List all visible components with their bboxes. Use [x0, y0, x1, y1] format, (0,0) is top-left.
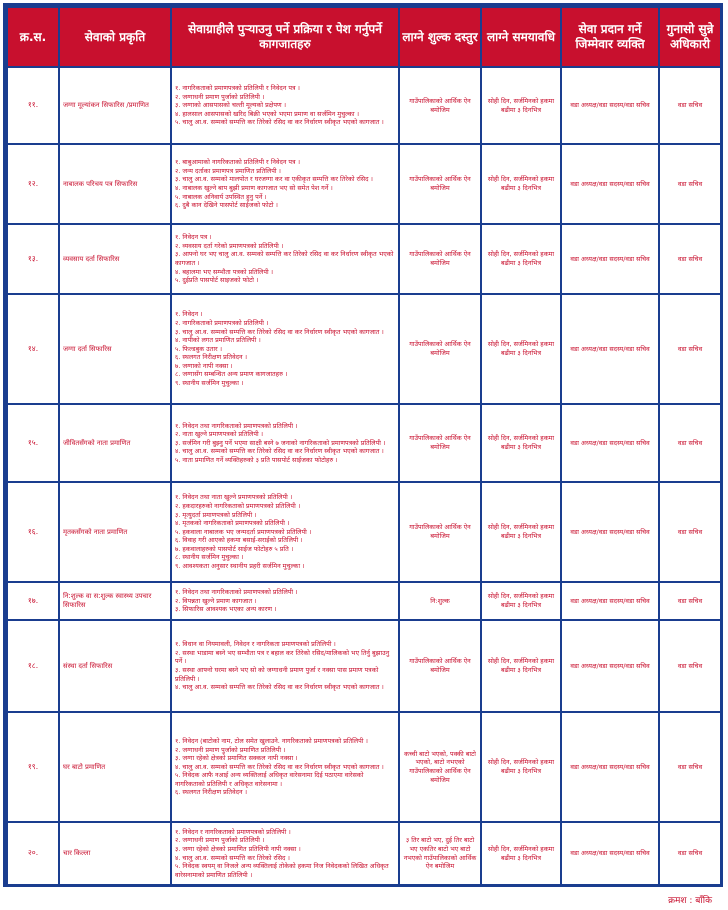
document-item: ४. नापीको लगत प्रमाणित प्रतिलिपी । — [175, 336, 261, 345]
row-responsible: वडा अध्यक्ष/वडा सदस्य/वडा सचिव — [561, 294, 659, 404]
document-item: ३. आफ्नो घर भए चालु आ.व. सम्मको सम्पत्ति कर तिरेको रसिद वा कर निर्धारण स्वीकृत भएको कागजात । — [175, 250, 394, 267]
row-time: सोही दिन, सर्जमिनको हकमा बढीमा ३ दिनभित्र — [481, 294, 561, 404]
row-service-nature: संस्था दर्ता सिफारिस — [59, 620, 171, 712]
row-fee: गाउँपालिकाको आर्थिक ऐन बमोजिम — [399, 224, 481, 294]
document-item: ३. चालु आ.व. सम्मको सम्पत्ति कर तिरेको रसिद वा कर निर्धारण स्वीकृत भएको कागजात । — [175, 327, 384, 336]
document-item: २. नाता खुल्ने प्रमाणपत्रको प्रतिलिपी । — [175, 430, 264, 439]
row-grievance: वडा सचिव — [659, 822, 721, 885]
document-item: ४. मृतकको नागरिकताको प्रमाणपत्रको प्रतिलिपी । — [175, 519, 290, 528]
document-item: ३. जग्गा रहेको क्षेत्रको प्रमाणित प्रतिलिपी नापी नक्सा । — [175, 844, 301, 853]
row-time: सोही दिन, सर्जमिनको हकमा बढीमा ३ दिनभित्र — [481, 582, 561, 620]
document-item: ३. सिफारिस आवश्यक भएका अन्य कारण । — [175, 605, 277, 614]
document-item: २. नागरिकताको प्रमाणपत्रको प्रतिलिपी । — [175, 318, 269, 327]
document-item: ६. दुबै कान देखिने पासपोर्ट साईजको फोटो । — [175, 201, 278, 210]
table-row — [7, 67, 721, 144]
row-fee: गाउँपालिकाको आर्थिक ऐन बमोजिम — [399, 67, 481, 144]
document-item: ४. बहालमा भए सम्भौता पत्रको प्रतिलिपी । — [175, 267, 274, 276]
table-row — [7, 482, 721, 582]
document-item: २. व्यवसाय दर्ता गरेको प्रमाणपत्रको प्रतिलिपी । — [175, 241, 284, 250]
document-item: ८. स्थानीय सर्जमिन मुचुल्का । — [175, 553, 244, 562]
document-item: ५. हकवाला नाबालक भए जन्मदर्ता प्रमाणपत्रको प्रतिलिपी । — [175, 527, 312, 536]
header-grievance: गुनासो सुन्ने अधिकारी — [659, 7, 721, 67]
row-time: सोही दिन, सर्जमिनको हकमा बढीमा ३ दिनभित्र — [481, 144, 561, 224]
document-item: ८. जग्गासँग सम्बन्धित अन्य प्रमाण कागजातहरु । — [175, 370, 288, 379]
document-item: ३. जग्गा रहेको क्षेत्रको प्रमाणित सक्कल नापी नक्सा । — [175, 754, 298, 763]
row-grievance: वडा सचिव — [659, 224, 721, 294]
table-row — [7, 620, 721, 712]
row-service-nature: जग्गा दर्ता सिफारिस — [59, 294, 171, 404]
row-documents — [171, 144, 399, 224]
row-serial: १८. — [7, 620, 59, 712]
row-responsible: वडा अध्यक्ष/वडा सदस्य/वडा सचिव — [561, 404, 659, 482]
header-row — [7, 7, 721, 67]
document-item: ३. सस्था आफ्नो घरमा बस्ने भए सो को जग्गाधनी प्रमाण पुर्जा र नक्सा पास प्रमाण पत्रको प्रतिलिपी । — [175, 666, 379, 683]
row-fee: गाउँपालिकाको आर्थिक ऐन बमोजिम — [399, 620, 481, 712]
row-service-nature: नि:शुल्क वा स:शुल्क स्वास्थ्य उपचार सिफारिस — [59, 582, 171, 620]
document-item: ५. नाता प्रमाणित गर्ने व्यक्तिहरुको ३ प्रति पासपोर्ट साईजका फोटोहरु । — [175, 455, 338, 464]
document-item: ५. निवेदक स्वयम् वा निजले अन्य व्यक्तिलाई तोकेको हकमा निज निवेदकको लिखित अधिकृत वारेसनामाको प्रमाणित प्रतिलिपी । — [175, 862, 389, 879]
table-row — [7, 712, 721, 822]
row-grievance: वडा सचिव — [659, 582, 721, 620]
row-service-nature: जग्गा मूल्यांकन सिफारिस /प्रमाणित — [59, 67, 171, 144]
document-item: २. हकदारहरुको नागरिकताको प्रमाणपत्रको प्रतिलिपी । — [175, 501, 301, 510]
row-service-nature: मृतकसँगको नाता प्रमाणित — [59, 482, 171, 582]
header-docs: सेवाग्राहीले पुऱ्याउनु पर्ने प्रक्रिया र पेश गर्नुपर्ने कागजातहरु — [171, 7, 399, 67]
row-responsible: वडा अध्यक्ष/वडा सदस्य/वडा सचिव — [561, 224, 659, 294]
document-item: ९. स्थानीय सर्जमिन मुचुल्का । — [175, 379, 244, 388]
row-serial: ११. — [7, 67, 59, 144]
row-service-nature: नाबालक परिचय पत्र सिफारिस — [59, 144, 171, 224]
row-grievance: वडा सचिव — [659, 404, 721, 482]
table-row — [7, 224, 721, 294]
document-item: २. जग्गाधनी प्रमाण पुर्जाको प्रतिलिपी । — [175, 836, 265, 845]
table-row — [7, 582, 721, 620]
document-item: ४. नाबालक खुल्ने बाप बुझी प्रमाण कागजात भए सो समेत पेश गर्ने । — [175, 184, 333, 192]
document-item: ४. चालु आ.व. सम्मको सम्पत्ति कर तिरेको रसिद वा कर निर्धारण स्वीकृत भएको कागजात । — [175, 683, 384, 692]
row-responsible: वडा अध्यक्ष/वडा सदस्य/वडा सचिव — [561, 582, 659, 620]
document-item: ४. चालु आ.व. सम्मको सम्पत्ति कर तिरेको रसिद वा कर निर्धारण स्वीकृत भएको कागजात । — [175, 762, 384, 771]
table-row — [7, 144, 721, 224]
document-item: ५. नाबालक अनिवार्य उपस्थित हुनु पर्ने । — [175, 192, 267, 201]
row-fee: गाउँपालिकाको आर्थिक ऐन बमोजिम — [399, 144, 481, 224]
row-service-nature: जीवितसँगको नाता प्रमाणित — [59, 404, 171, 482]
row-time: सोही दिन, सर्जमिनको हकमा बढीमा ३ दिनभित्र — [481, 620, 561, 712]
document-item: २. सस्था भाडामा बस्ने भए सम्भौता पत्र र बहाल कर तिरेको रसिद/मालिकको भए तिर्नु बुझाउनु पर्ने । — [175, 648, 390, 666]
row-serial: १७. — [7, 582, 59, 620]
row-time: सोही दिन, सर्जमिनको हकमा बढीमा ३ दिनभित्र — [481, 224, 561, 294]
header-fee: लाग्ने शुल्क दस्तुर — [399, 7, 481, 67]
document-item: २. जग्गाधनी प्रमाण पुर्जाको प्रमाणित प्रतिलिपी । — [175, 745, 286, 754]
row-responsible: वडा अध्यक्ष/वडा सदस्य/वडा सचिव — [561, 482, 659, 582]
row-grievance: वडा सचिव — [659, 144, 721, 224]
row-service-nature: घर बाटो प्रमाणित — [59, 712, 171, 822]
document-item: ३. चालु आ.व. सम्मको मालपोत र घरजग्गा कर वा एकीकृत सम्पत्ति कर तिरेको रसिद । — [175, 175, 373, 184]
header-sn: क्र.स. — [7, 7, 59, 67]
document-item: १. निवेदन पत्र । — [175, 233, 212, 242]
table-row — [7, 294, 721, 404]
document-item: ९. आवश्यकता अनुसार स्थानीय प्रहरी सर्जमिन मुचुल्का । — [175, 562, 305, 571]
header-time: लाग्ने समयावधि — [481, 7, 561, 67]
document-item: १. निवेदन र नागरिकताको प्रमाणपत्रको प्रतिलिपी । — [175, 827, 291, 836]
row-serial: १२. — [7, 144, 59, 224]
document-item: ६. विवाह गरी आएको हकमा बसाई-सराईको प्रतिलिपी । — [175, 536, 303, 545]
row-responsible: वडा अध्यक्ष/वडा सदस्य/वडा सचिव — [561, 620, 659, 712]
row-time: सोही दिन, सर्जमिनको हकमा बढीमा ३ दिनभित्र — [481, 822, 561, 885]
document-item: २. जन्म दर्ताका प्रमाणपत्र प्रमाणित प्रतिलिपी । — [175, 166, 281, 175]
document-item: १. निवेदन तथा नाता खुल्ने प्रमाणपत्रको प्रतिलिपी । — [175, 493, 293, 502]
document-item: १. निवेदन । — [175, 310, 203, 319]
document-item: ७. हकवालाहरुको पासपोर्ट साईज फोटोहरु ५ प्रति । — [175, 544, 294, 553]
header-responsible: सेवा प्रदान गर्ने जिम्मेवार व्यक्ति — [561, 7, 659, 67]
row-time: सोही दिन, सर्जमिनको हकमा बढीमा ३ दिनभित्र — [481, 67, 561, 144]
document-item: ६. स्थलगत निरीक्षण प्रतिवेदन । — [175, 788, 248, 797]
row-responsible: वडा अध्यक्ष/वडा सदस्य/वडा सचिव — [561, 712, 659, 822]
row-fee: गाउँपालिकाको आर्थिक ऐन बमोजिम — [399, 404, 481, 482]
document-item: १. निवेदन तथा नागरिकताको प्रमाणपत्रको प्रतिलिपी । — [175, 421, 298, 430]
document-item: ४. चालु आ.व. सम्मको सम्पत्ति कर तिरेको रसिद वा कर निर्धारण स्वीकृत भएको कागजात । — [175, 447, 384, 456]
row-documents — [171, 620, 399, 712]
row-time: सोही दिन, सर्जमिनको हकमा बढीमा ३ दिनभित्र — [481, 712, 561, 822]
row-documents — [171, 712, 399, 822]
row-serial: १५. — [7, 404, 59, 482]
document-item: १. बाबुआमाको नागरिकताको प्रतिलिपी र निवेदन पत्र । — [175, 158, 301, 167]
row-grievance: वडा सचिव — [659, 620, 721, 712]
citizen-charter-table — [6, 6, 722, 886]
row-responsible: वडा अध्यक्ष/वडा सदस्य/वडा सचिव — [561, 67, 659, 144]
row-fee: गाउँपालिकाको आर्थिक ऐन बमोजिम — [399, 294, 481, 404]
row-grievance: वडा सचिव — [659, 482, 721, 582]
row-time: सोही दिन, सर्जमिनको हकमा बढीमा ३ दिनभित्र — [481, 482, 561, 582]
row-documents — [171, 482, 399, 582]
row-fee: गाउँपालिकाको आर्थिक ऐन बमोजिम — [399, 482, 481, 582]
row-time: सोही दिन, सर्जमिनको हकमा बढीमा ३ दिनभित्र — [481, 404, 561, 482]
document-item: ७. जग्गाको नापी नक्सा । — [175, 361, 233, 370]
document-item: १. नागरिकताको प्रमाणपत्रको प्रतिलिपी र निवेदन पत्र । — [175, 84, 300, 93]
row-documents — [171, 822, 399, 885]
row-service-nature: व्यवसाय दर्ता सिफारिस — [59, 224, 171, 294]
row-fee: कच्ची बाटो भएको, पक्की बाटो भएको, बाटो नभएको गाउँपालिकाको आर्थिक ऐन बमोजिम — [399, 712, 481, 822]
row-serial: १६. — [7, 482, 59, 582]
document-item: ५. दुईप्रति पासपोर्ट साइजको फोटो । — [175, 276, 259, 285]
row-documents — [171, 224, 399, 294]
row-serial: १३. — [7, 224, 59, 294]
row-serial: १४. — [7, 294, 59, 404]
document-item: ३. सर्जमिन गरी बुझ्नु पर्ने भएमा साक्षी बस्ने ७ जनाको नागरिकताको प्रमाणपत्रको प्रतिलिपी । — [175, 438, 386, 447]
row-fee: नि:शुल्क — [399, 582, 481, 620]
row-grievance: वडा सचिव — [659, 67, 721, 144]
document-item: ५. फिल्डबुक उतार । — [175, 344, 223, 353]
row-serial: १९. — [7, 712, 59, 822]
document-item: ३. जग्गाको आसपासको चल्ती मूल्यको प्रक्षेपण । — [175, 101, 287, 110]
document-item: १. विधान वा नियमावली, निवेदन र नागरिकता प्रमाणपत्रको प्रतिलिपी । — [175, 640, 336, 649]
document-item: ५. निवेदक आफै नआई अन्य व्यक्तिलाई अधिकृत वारेसनामा दिई पठाएमा वारेसको नागरिकताको प्रतिलिपी र अधिकृत वारेसनामा । — [175, 771, 364, 788]
document-item: १. निवेदन तथा नागरिकताको प्रमाणपत्रको प्रतिलिपी । — [175, 588, 298, 597]
row-fee: ३ तिर बाटो भए, दुई तिर बाटो भए एकतिर बाटो भए बाटो नभएको गाउँपालिकाको आर्थिक ऐन बमोजिम — [399, 822, 481, 885]
document-item: ५. चालु आ.व. सम्मको सम्पत्ति कर तिरेको रसिद वा कर निर्धारण स्वीकृत भएको कागजात । — [175, 118, 384, 127]
row-documents — [171, 67, 399, 144]
document-item: ४. चालु आ.व. सम्मको सम्पत्ति कर तिरेको रसिद । — [175, 853, 290, 862]
document-item: २. विपन्नता खुल्ने प्रमाण कागजात । — [175, 596, 257, 605]
header-nature: सेवाको प्रकृति — [59, 7, 171, 67]
row-documents — [171, 582, 399, 620]
document-item: २. जग्गाधनी प्रमाण पुर्जाको प्रतिलिपी । — [175, 92, 265, 101]
row-documents — [171, 294, 399, 404]
table-row — [7, 404, 721, 482]
row-grievance: वडा सचिव — [659, 712, 721, 822]
row-documents — [171, 404, 399, 482]
document-item: ३. मृत्युदर्ता प्रमाणपत्रको प्रतिलिपी । — [175, 510, 257, 519]
row-responsible: वडा अध्यक्ष/वडा सदस्य/वडा सचिव — [561, 822, 659, 885]
table-row — [7, 822, 721, 885]
row-serial: २०. — [7, 822, 59, 885]
document-item: १. निवेदन (बाटोको नाम, टोल समेत खुलाउने. नागरिकताको प्रमाणपत्रको प्रतिलिपी । — [175, 736, 368, 745]
row-service-nature: चार किल्ला — [59, 822, 171, 885]
document-item: ६. स्थलगत निरीक्षण प्रतिवेदन । — [175, 353, 248, 362]
document-item: ४. हालसाल आसपासको खरिद बिक्री भएको भएमा प्रमाण वा सर्जमिन मुचुल्का । — [175, 109, 360, 118]
continued-note: क्रमश : बाँकि — [668, 896, 712, 906]
row-grievance: वडा सचिव — [659, 294, 721, 404]
row-responsible: वडा अध्यक्ष/वडा सदस्य/वडा सचिव — [561, 144, 659, 224]
